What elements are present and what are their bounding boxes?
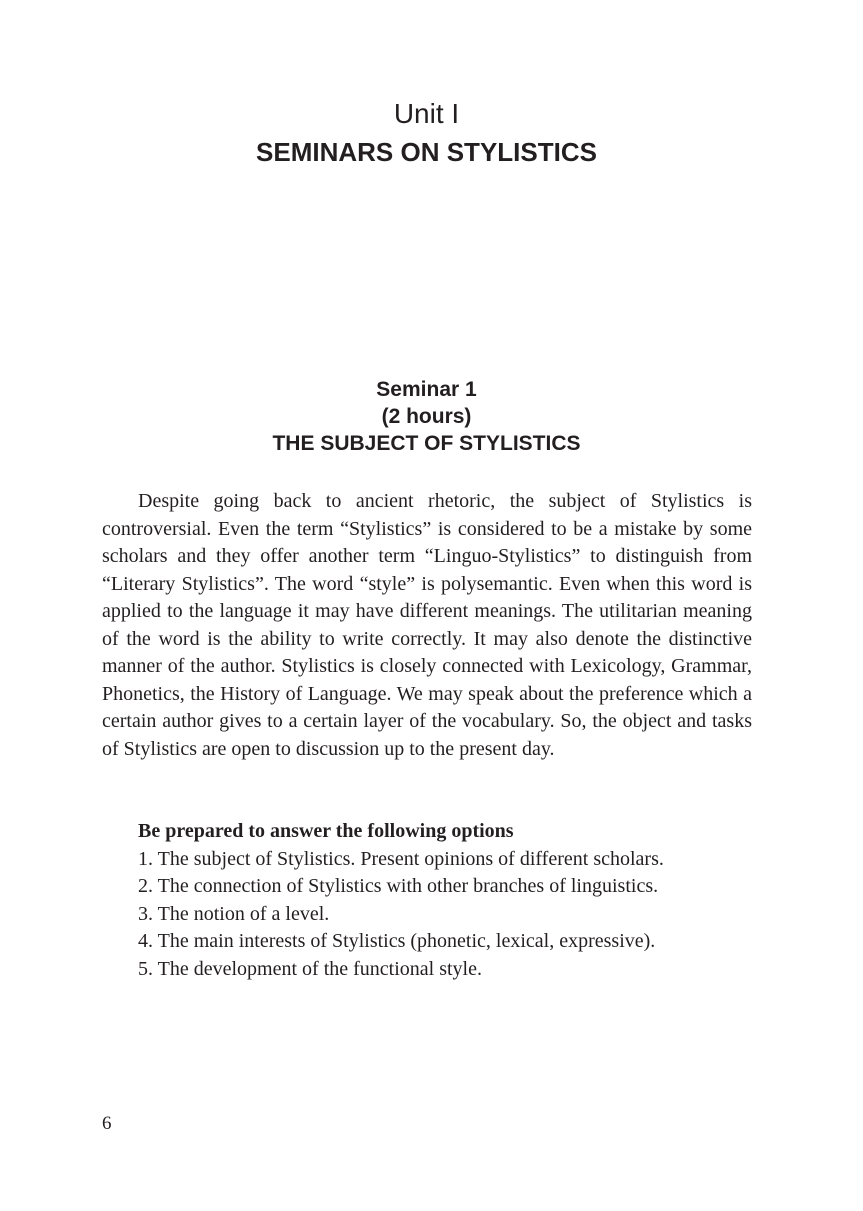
unit-title: SEMINARS ON STYLISTICS — [256, 137, 597, 167]
seminar-title: THE SUBJECT OF STYLISTICS — [272, 432, 581, 455]
questions-list — [138, 846, 778, 984]
list-item: 2. The connection of Stylistics with other branches of linguistics. — [138, 875, 659, 897]
seminar-number: Seminar 1 — [376, 378, 477, 401]
unit-label: Unit I — [393, 98, 460, 129]
seminar-duration: (2 hours) — [381, 405, 472, 428]
list-item: 1. The subject of Stylistics. Present opinions of different scholars. — [138, 847, 664, 870]
list-item: 3. The notion of a level. — [138, 902, 330, 925]
questions-heading: Be prepared to answer the following options — [138, 820, 514, 842]
list-item: 5. The development of the functional style. — [138, 957, 482, 980]
questions-section — [138, 818, 778, 983]
list-item: 4. The main interests of Stylistics (phonetic, lexical, expressive). — [138, 930, 656, 952]
intro-paragraph: Despite going back to ancient rhetoric, the subject of Stylistics is controversial. Even the term “Stylistics” is considered to be a mistake by some scholars and they offer another term “Linguo-Stylistics” to distinguish from “Literary Stylistics”. The word “style” is polysemantic. Even when this word is applied to the language it may have different meanings. The utilitarian meaning of the word is the ability to write correctly. It may also denote the distinctive manner of the author. Stylistics is closely connected with Lexicology, Grammar, Phonetics, the History of Language. We may speak about the preference which a certain author gives to a certain layer of the vocabulary. So, the object and tasks of Stylistics are open to discussion up to the present day. — [102, 490, 752, 760]
seminar-heading — [0, 376, 853, 457]
page-number: 6 — [102, 1113, 112, 1134]
